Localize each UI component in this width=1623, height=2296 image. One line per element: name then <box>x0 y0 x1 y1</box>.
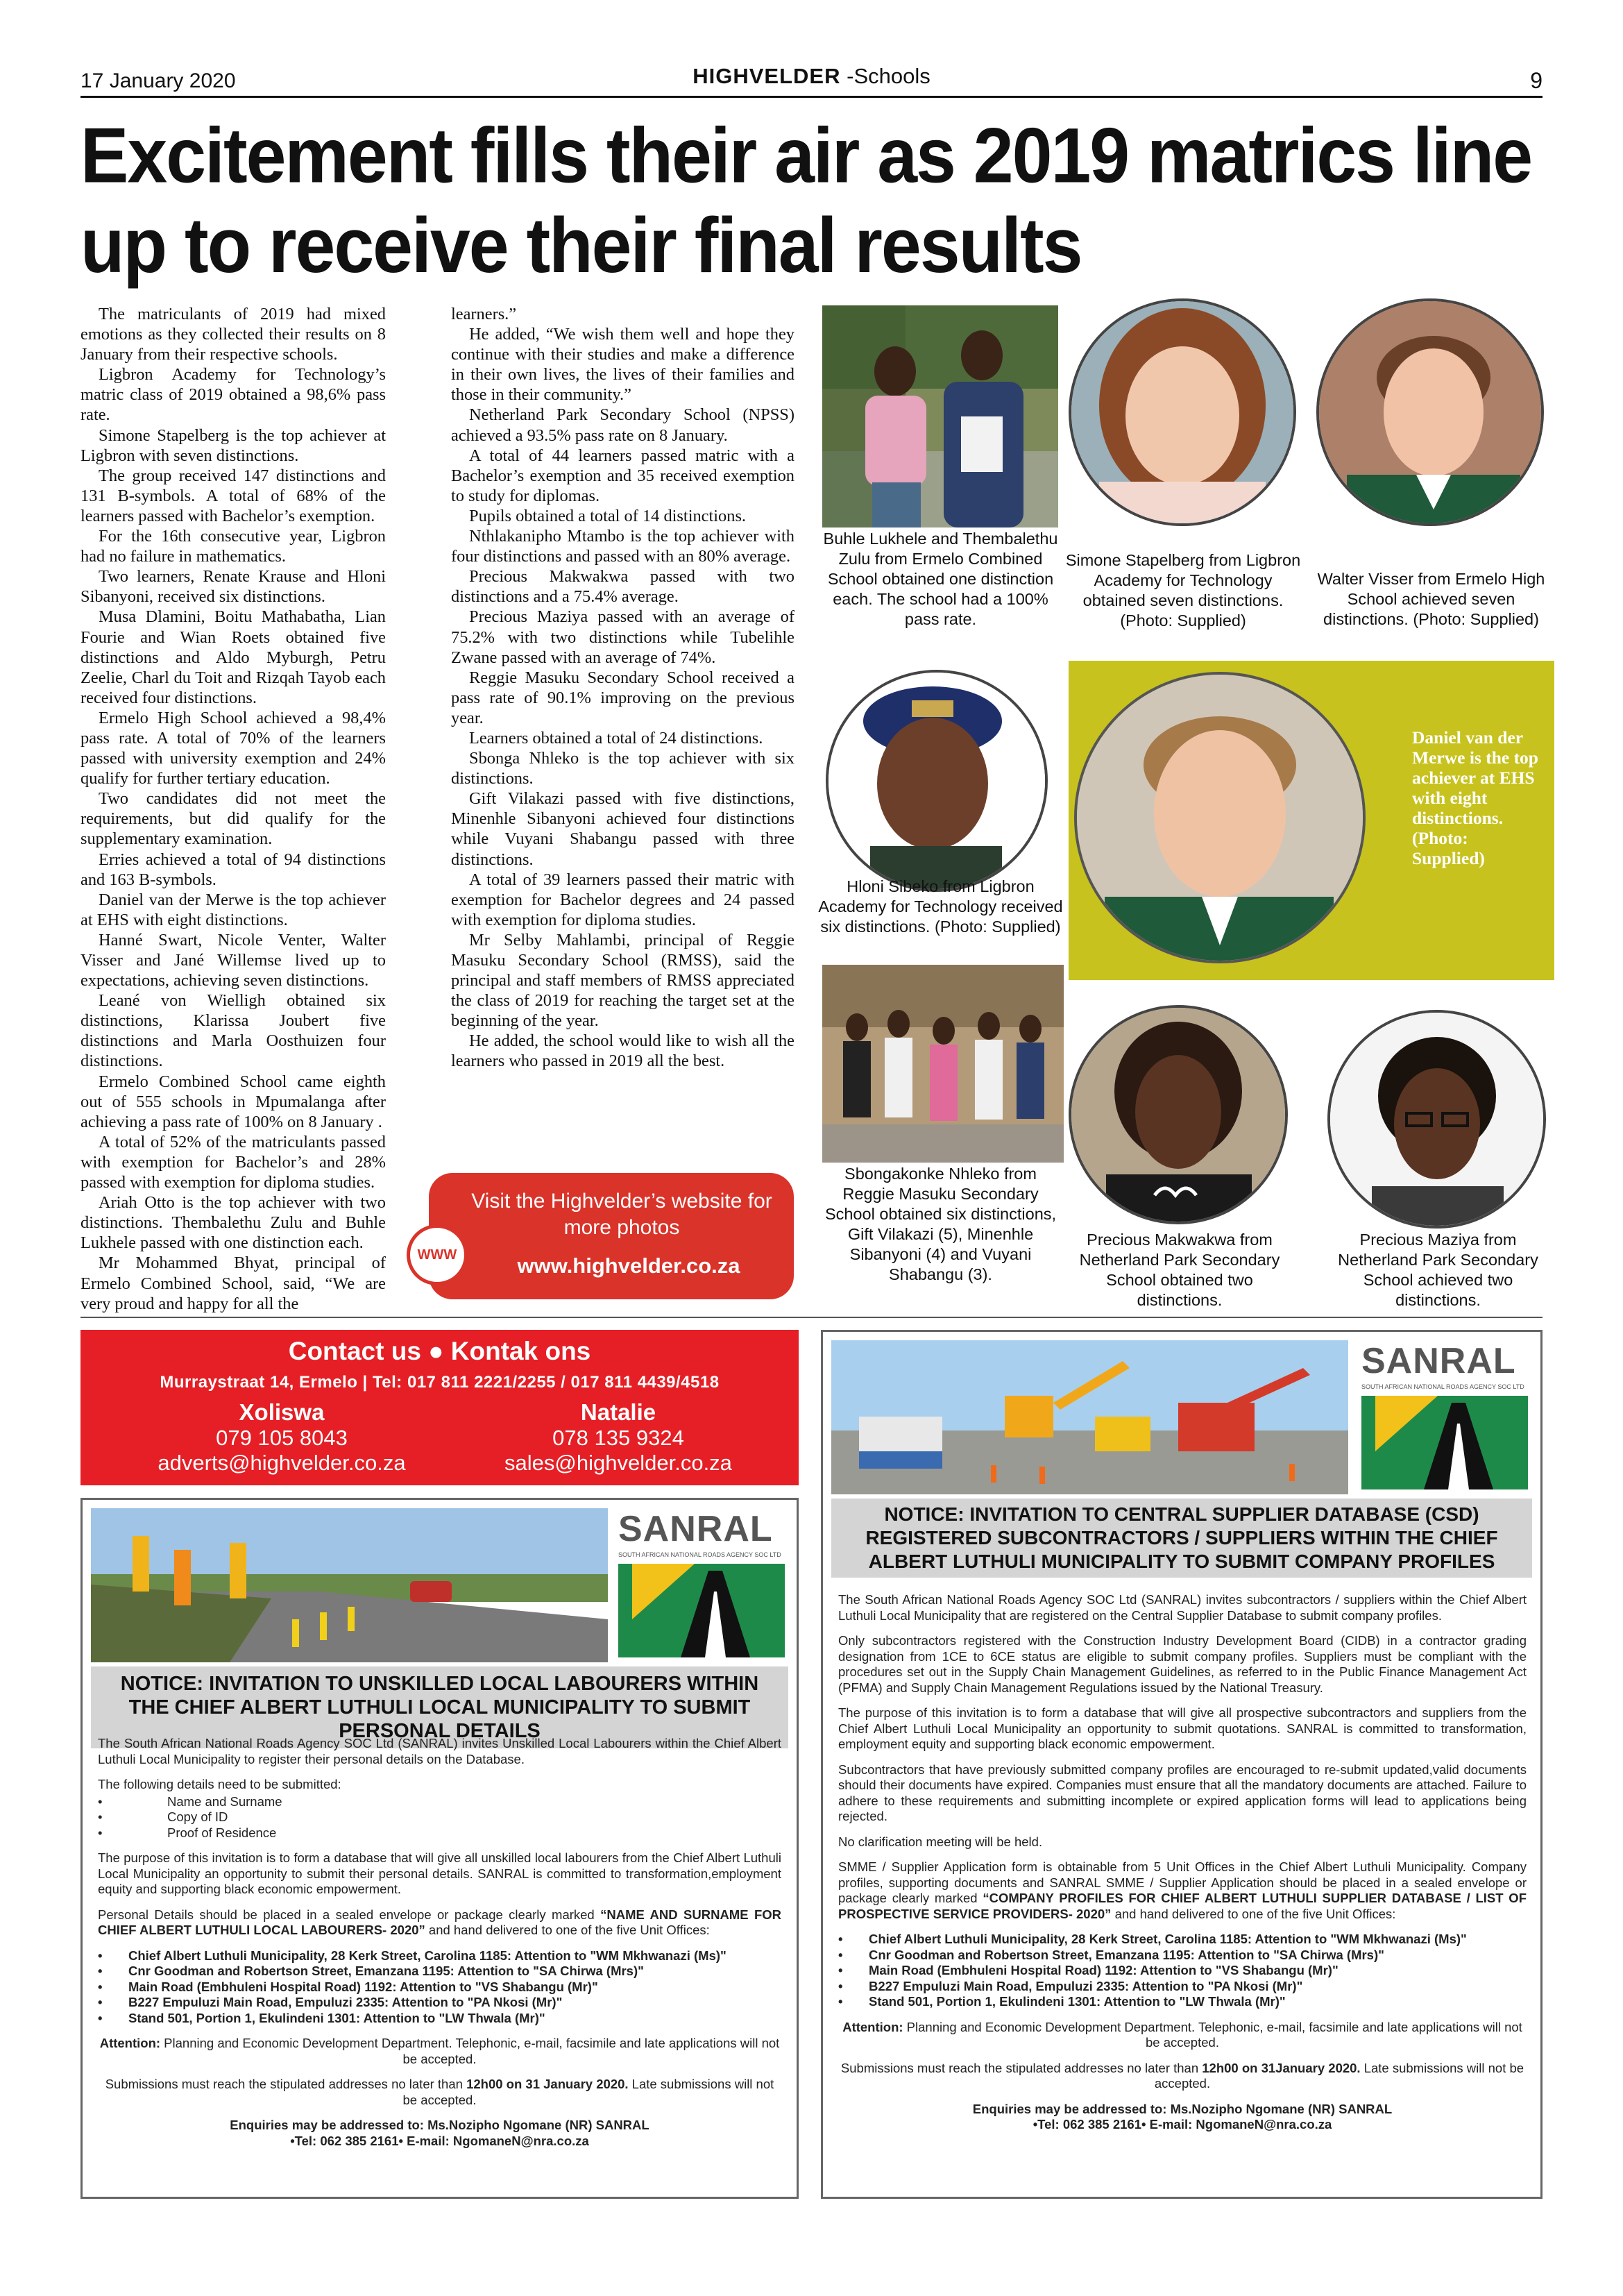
notice-paragraph: Subcontractors that have previously submitted company profiles are encouraged to re-submit updated,valid documents should their documents have expired. Companies must ensure that all the mandatory documents are attached. Failure to adhere to these requirements and submitting incomplete or expired application forms will lead to applications being rejected. <box>838 1762 1527 1823</box>
photo-simone <box>1069 298 1296 526</box>
paragraph: Sbonga Nhleko is the top achiever with six distinctions. <box>451 749 794 788</box>
paragraph: Two candidates did not meet the requirements, but did qualify for the supplementary examination. <box>80 789 386 849</box>
paragraph: Two learners, Renate Krause and Hloni Sibanyoni, received six distinctions. <box>80 567 386 607</box>
attention-label: Attention: <box>842 2019 903 2034</box>
notice-attention <box>838 2020 1527 2051</box>
caption-daniel: Daniel van der Merwe is the top achiever at EHS with eight distinctions. (Photo: Supplied) <box>1412 727 1538 868</box>
placement-mark: “NAME AND SURNAME FOR CHIEF ALBERT LUTHULI LOCAL LABOURERS- 2020” <box>98 1907 781 1937</box>
notice-submission <box>838 2061 1527 2092</box>
contact-name: Xoliswa <box>239 1399 325 1425</box>
placement-text: Personal Details should be placed in a sealed envelope or package clearly marked <box>98 1907 601 1922</box>
sanral-tagline: SOUTH AFRICAN NATIONAL ROADS AGENCY SOC LTD <box>1361 1383 1524 1390</box>
photo-reggie-masuku-group <box>822 965 1064 1163</box>
notice-intro: The South African National Roads Agency SOC Ltd (SANRAL) invites Unskilled Local Labourers within the Chief Albert Luthuli Local Municipality to register their personal details on the Database. <box>98 1736 781 1766</box>
submission-text: Late submissions will not be accepted. <box>1154 2060 1524 2091</box>
paragraph: A total of 39 learners passed their matric with exemption for Bachelor degrees and 24 passed with exemption for diploma studies. <box>451 870 794 929</box>
notice-title: NOTICE: INVITATION TO UNSKILLED LOCAL LABOURERS WITHIN THE CHIEF ALBERT LUTHULI LOCAL MUNICIPALITY TO SUBMIT PERSONAL DETAILS <box>91 1666 788 1748</box>
sanral-emblem-icon <box>1361 1396 1528 1489</box>
notice-purpose: The purpose of this invitation is to form a database that will give all unskilled local labourers from the Chief Albert Luthuli Local Municipality an opportunity to submit their personal details. SANRAL is committed to transformation,employment equity and supporting black economic empowerment. <box>98 1850 781 1896</box>
sanral-logo <box>611 1508 790 1662</box>
paragraph: Ariah Otto is the top achiever with two distinctions. Thembalethu Zulu and Buhle Lukhele passed with one distinction each. <box>80 1193 386 1253</box>
office-item: • B227 Empuluzi Main Road, Empuluzi 2335: Attention to "PA Nkosi (Mr)" <box>98 1995 781 2011</box>
paragraph: Hanné Swart, Nicole Venter, Walter Visser and Jané Willemse lived up to expectations, achieving seven distinctions. <box>80 930 386 990</box>
paragraph: For the 16th consecutive year, Ligbron had no failure in mathematics. <box>80 527 386 566</box>
paragraph: Precious Maziya passed with an average of 75.2% with two distinctions while Tubelihle Zwane passed with an average of 74%. <box>451 607 794 667</box>
promo-url[interactable]: www.highvelder.co.za <box>517 1253 740 1278</box>
office-item: • Chief Albert Luthuli Municipality, 28 Kerk Street, Carolina 1185: Attention to "WM Mkhwanazi (Ms)" <box>838 1932 1527 1948</box>
notice-submission <box>98 2077 781 2108</box>
notice-body <box>98 1736 781 2149</box>
caption-simone: Simone Stapelberg from Ligbron Academy for Technology obtained seven distinctions. (Photo: Supplied) <box>1065 551 1301 630</box>
list-item: • Name and Surname <box>98 1794 781 1810</box>
office-item: • Stand 501, Portion 1, Ekulindeni 1301: Attention to "LW Thwala (Mr)" <box>98 2011 781 2027</box>
placement-text: SMME / Supplier Application form is obtainable from 5 Unit Offices in the Chief Albert Luthuli Municipality. Company profiles, supporting documents and SANRAL SMME / Supplier Application should be placed in a sealed envelope or package clearly marked <box>838 1859 1527 1905</box>
paragraph: The group received 147 distinctions and 131 B-symbols. A total of 68% of the learners passed with Bachelor’s exemption. <box>80 466 386 525</box>
submission-text: Submissions must reach the stipulated addresses no later than <box>105 2077 467 2091</box>
paragraph: Simone Stapelberg is the top achiever at Ligbron with seven distinctions. <box>80 425 386 465</box>
photo-construction-site <box>831 1340 1348 1494</box>
notice-paragraph: Only subcontractors registered with the Construction Industry Development Board (CIDB) in a contractor grading designation from 1CE to 6CE status are eligible to submit company profiles. Suppliers must be compliant with the procedures set out in the Supply Chain Management Guidelines, as referred to in the Public Finance Management Act (PFMA) and Supply Chain Management Regulations issued by the National Treasury. <box>838 1633 1527 1695</box>
section-divider <box>80 1317 1543 1318</box>
paragraph: Ermelo High School achieved a 98,4% pass rate. A total of 70% of the learners passed with university exemption and 24% qualify for further tertiary education. <box>80 708 386 788</box>
paragraph: learners.” <box>451 305 517 323</box>
paragraph: Pupils obtained a total of 14 distinctions. <box>469 506 747 525</box>
www-globe-icon: WWW <box>407 1224 468 1285</box>
website-promo[interactable] <box>429 1173 794 1299</box>
photo-buhle-thembalethu <box>822 305 1058 527</box>
office-item: • Cnr Goodman and Robertson Street, Emanzana 1195: Attention to "SA Chirwa (Mrs)" <box>838 1948 1527 1964</box>
sanral-tagline: SOUTH AFRICAN NATIONAL ROADS AGENCY SOC LTD <box>618 1551 781 1558</box>
issue-date: 17 January 2020 <box>80 69 236 92</box>
promo-text: Visit the Highvelder’s website for more photos <box>471 1190 772 1239</box>
contact-name: Natalie <box>580 1399 656 1425</box>
office-item: • B227 Empuluzi Main Road, Empuluzi 2335: Attention to "PA Nkosi (Mr)" <box>838 1979 1527 1995</box>
placement-text: and hand delivered to one of the five Unit Offices: <box>1111 1906 1396 1921</box>
photo-makwakwa <box>1069 1005 1288 1224</box>
caption-hloni: Hloni Sibeko from Ligbron Academy for Technology received six distinctions. (Photo: Supplied) <box>818 877 1063 936</box>
page-number: 9 <box>1530 68 1543 93</box>
contact-email[interactable]: sales@highvelder.co.za <box>504 1451 732 1475</box>
caption-buhle: Buhle Lukhele and Thembalethu Zulu from Ermelo Combined School obtained one distinction each. The school had a 100% pass rate. <box>823 530 1058 628</box>
notice-paragraph: The purpose of this invitation is to form a database that will give all prospective subcontractors and suppliers from the Chief Albert Luthuli Local Municipality an opportunity to submit quotations. SANRAL is committed to transformation, employment equity and supporting black economic empowerment. <box>838 1705 1527 1751</box>
notice-attention <box>98 2036 781 2067</box>
paragraph: He added, “We wish them well and hope they continue with their studies and make a difference in their own lives, the lives of their families and those in their community.” <box>451 325 794 405</box>
office-item: • Chief Albert Luthuli Municipality, 28 Kerk Street, Carolina 1185: Attention to "WM Mkhwanazi (Ms)" <box>98 1948 781 1964</box>
contact-person-natalie <box>445 1399 792 1476</box>
paper-name: HIGHVELDER <box>692 64 841 88</box>
sanral-emblem-icon <box>618 1564 785 1657</box>
notice-paragraph: The South African National Roads Agency SOC Ltd (SANRAL) invites subcontractors / suppliers within the Chief Albert Luthuli Local Municipality that are registered on the Central Supplier Database to submit company profiles. <box>838 1592 1527 1623</box>
notice-suppliers <box>821 1330 1543 2199</box>
notice-details-intro: The following details need to be submitted: <box>98 1777 341 1791</box>
paragraph: Learners obtained a total of 24 distinctions. <box>469 728 763 748</box>
paragraph: The matriculants of 2019 had mixed emotions as they collected their results on 8 January from their respective schools. <box>80 305 386 364</box>
contact-box <box>80 1330 799 1485</box>
placement-mark: “COMPANY PROFILES FOR CHIEF ALBERT LUTHULI SUPPLIER DATABASE / LIST OF PROSPECTIVE SERVICE PROVIDERS- 2020” <box>838 1891 1527 1921</box>
photo-daniel <box>1074 672 1366 963</box>
paragraph: A total of 44 learners passed matric with a Bachelor’s exemption and 35 received exemption to study for diplomas. <box>451 446 794 505</box>
photo-hloni <box>826 670 1048 892</box>
sanral-wordmark: SANRAL <box>618 1509 773 1549</box>
list-item: • Copy of ID <box>98 1809 781 1825</box>
submission-deadline: 12h00 on 31 January 2020. <box>466 2077 629 2091</box>
caption-makwakwa: Precious Makwakwa from Netherland Park Secondary School obtained two distinctions. <box>1079 1231 1280 1309</box>
paragraph: Mr Mohammed Bhyat, principal of Ermelo Combined School, said, “We are very proud and happy for all the <box>80 1253 386 1313</box>
notice-contact[interactable]: •Tel: 062 385 2161• E-mail: NgomaneN@nra.co.za <box>1033 2117 1332 2132</box>
notice-enquiries: Enquiries may be addressed to: Ms.Nozipho Ngomane (NR) SANRAL <box>972 2101 1393 2116</box>
paragraph: Musa Dlamini, Boitu Mathabatha, Lian Fourie and Wian Roets obtained five distinctions and Aldo Myburgh, Petru Zeelie, Charl du Toit and Rizqah Tayob each received four distinctions. <box>80 607 386 707</box>
caption-sbonga: Sbongakonke Nhleko from Reggie Masuku Secondary School obtained six distinctions, Gift Vilakazi (5), Minenhle Sibanyoni (4) and Vuyani Shabangu (3). <box>824 1165 1057 1283</box>
submission-text: Late submissions will not be accepted. <box>402 2077 774 2107</box>
submission-deadline: 12h00 on 31January 2020. <box>1202 2060 1361 2075</box>
paragraph: He added, the school would like to wish all the learners who passed in 2019 all the best. <box>451 1031 794 1071</box>
section-name: -Schools <box>847 64 931 88</box>
article-column-1 <box>80 304 386 1314</box>
contact-address: Murraystraat 14, Ermelo | Tel: 017 811 2221/2255 / 017 811 4439/4518 <box>160 1373 720 1392</box>
notice-enquiries: Enquiries may be addressed to: Ms.Nozipho Ngomane (NR) SANRAL <box>230 2118 649 2132</box>
sanral-wordmark: SANRAL <box>1361 1341 1516 1381</box>
office-item: • Main Road (Embhuleni Hospital Road) 1192: Attention to "VS Shabangu (Mr)" <box>98 1980 781 1995</box>
paragraph: Netherland Park Secondary School (NPSS) achieved a 93.5% pass rate on 8 January. <box>451 405 794 445</box>
list-item: • Proof of Residence <box>98 1825 781 1841</box>
paragraph: Ermelo Combined School came eighth out of 555 schools in Mpumalanga after achieving a pass rate of 100% on 8 January . <box>80 1072 386 1131</box>
photo-maziya <box>1327 1010 1546 1229</box>
notice-labourers <box>80 1498 799 2199</box>
paragraph: Gift Vilakazi passed with five distinctions, Minenhle Sibanyoni achieved four distinctions while Vuyani Shabangu passed with three distinctions. <box>451 789 794 869</box>
placement-text: and hand delivered to one of the five Unit Offices: <box>425 1923 710 1937</box>
contact-person-xoliswa <box>108 1399 455 1476</box>
sanral-logo <box>1352 1340 1536 1494</box>
attention-text: Planning and Economic Development Department. Telephonic, e-mail, facsimile and late applications will not be accepted. <box>903 2019 1522 2050</box>
paragraph: Nthlakanipho Mtambo is the top achiever with four distinctions and passed with an 80% average. <box>451 527 794 566</box>
contact-phone[interactable]: 078 135 9324 <box>552 1426 684 1450</box>
article-column-2 <box>451 304 794 1072</box>
office-item: • Main Road (Embhuleni Hospital Road) 1192: Attention to "VS Shabangu (Mr)" <box>838 1963 1527 1979</box>
paragraph: Erries achieved a total of 94 distinctions and 163 B-symbols. <box>80 850 386 889</box>
header-rule <box>80 96 1543 98</box>
paragraph: Ligbron Academy for Technology’s matric class of 2019 obtained a 98,6% pass rate. <box>80 365 386 425</box>
paragraph: Mr Selby Mahlambi, principal of Reggie Masuku Secondary School (RMSS), said the principal and staff members of RMSS appreciated the class of 2019 for reaching the target set at the beginning of the year. <box>451 930 794 1031</box>
caption-walter: Walter Visser from Ermelo High School achieved seven distinctions. (Photo: Supplied) <box>1317 570 1545 628</box>
caption-maziya: Precious Maziya from Netherland Park Secondary School achieved two distinctions. <box>1338 1231 1538 1309</box>
photo-road-workers <box>91 1508 608 1662</box>
paragraph: Daniel van der Merwe is the top achiever at EHS with eight distinctions. <box>80 890 386 929</box>
paragraph: Reggie Masuku Secondary School received a pass rate of 90.1% improving on the previous year. <box>451 668 794 727</box>
notice-placement <box>98 1907 781 1939</box>
headline: Excitement fills their air as 2019 matrics line up to receive their final results <box>80 112 1532 290</box>
paragraph: Precious Makwakwa passed with two distinctions and a 75.4% average. <box>451 567 794 607</box>
submission-text: Submissions must reach the stipulated addresses no later than <box>840 2060 1203 2075</box>
masthead <box>0 64 1623 89</box>
contact-phone[interactable]: 079 105 8043 <box>216 1426 348 1450</box>
contact-title: Contact us ● Kontak ons <box>288 1337 591 1365</box>
notice-placement <box>838 1859 1527 1922</box>
contact-email[interactable]: adverts@highvelder.co.za <box>158 1451 406 1475</box>
paragraph: Leané von Wielligh obtained six distinctions, Klarissa Joubert five distinctions and Marla Oosthuizen four distinctions. <box>80 991 386 1071</box>
paragraph: A total of 52% of the matriculants passed with exemption for Bachelor’s and 28% passed with exemption for diploma studies. <box>80 1132 386 1192</box>
office-item: • Stand 501, Portion 1, Ekulindeni 1301: Attention to "LW Thwala (Mr)" <box>838 1994 1527 2010</box>
notice-body <box>838 1592 1527 2133</box>
attention-label: Attention: <box>99 2036 161 2050</box>
photo-walter <box>1316 298 1544 526</box>
office-item: • Cnr Goodman and Robertson Street, Emanzana 1195: Attention to "SA Chirwa (Mrs)" <box>98 1964 781 1980</box>
notice-paragraph: No clarification meeting will be held. <box>838 1834 1043 1849</box>
notice-contact[interactable]: •Tel: 062 385 2161• E-mail: NgomaneN@nra.co.za <box>290 2133 589 2148</box>
attention-text: Planning and Economic Development Department. Telephonic, e-mail, facsimile and late applications will not be accepted. <box>160 2036 780 2066</box>
notice-title: NOTICE: INVITATION TO CENTRAL SUPPLIER DATABASE (CSD) REGISTERED SUBCONTRACTORS / SUPPLIERS WITHIN THE CHIEF ALBERT LUTHULI MUNICIPALITY TO SUBMIT COMPANY PROFILES <box>831 1499 1532 1578</box>
